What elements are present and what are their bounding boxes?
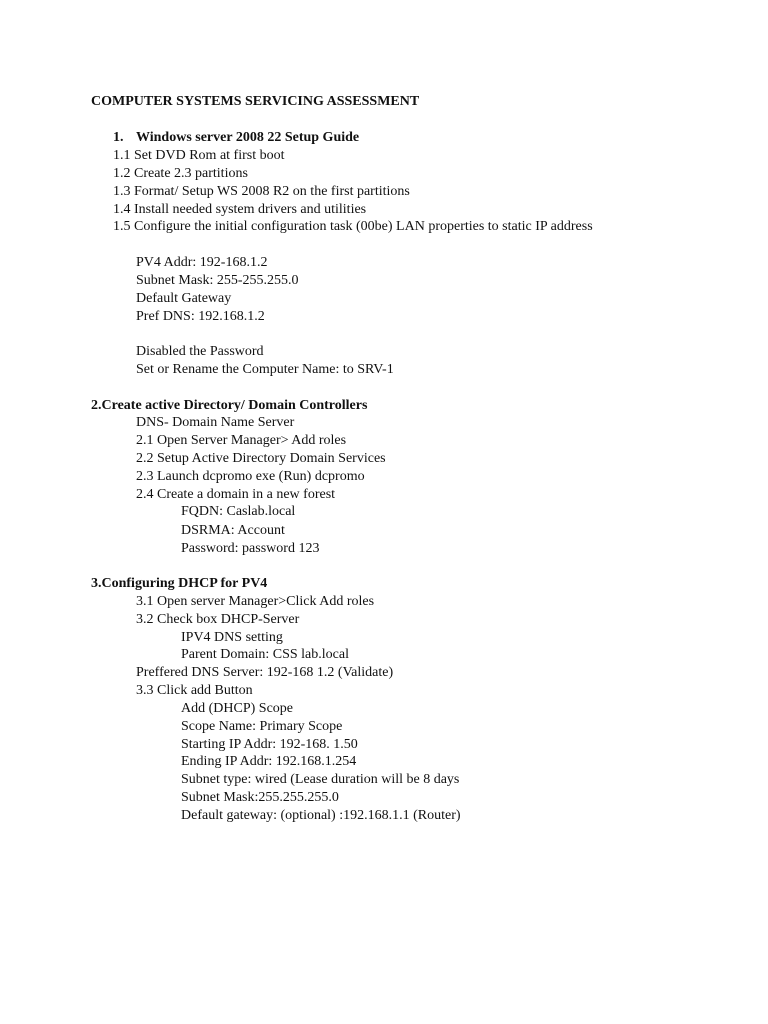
section1-step: 1.1 Set DVD Rom at first boot <box>113 148 285 163</box>
preferred-dns: Preffered DNS Server: 192-168 1.2 (Validate) <box>136 665 394 680</box>
section3-step: 3.1 Open server Manager>Click Add roles <box>136 594 375 609</box>
ip-setting: Pref DNS: 192.168.1.2 <box>136 309 265 324</box>
section3-detail: Parent Domain: CSS lab.local <box>181 647 349 662</box>
section2-detail: FQDN: Caslab.local <box>181 504 296 519</box>
section3-detail: Starting IP Addr: 192-168. 1.50 <box>181 737 358 752</box>
section1-number: 1. <box>113 130 124 145</box>
section3-step: 3.3 Click add Button <box>136 683 253 698</box>
ip-setting: Subnet Mask: 255-255.255.0 <box>136 273 299 288</box>
section3-detail: Ending IP Addr: 192.168.1.254 <box>181 754 357 769</box>
ip-setting: Default Gateway <box>136 291 232 306</box>
ip-setting: PV4 Addr: 192-168.1.2 <box>136 255 268 270</box>
section2-detail: DSRMA: Account <box>181 523 285 538</box>
section2-step: 2.2 Setup Active Directory Domain Services <box>136 451 386 466</box>
section1-extra: Disabled the Password <box>136 344 264 359</box>
section3-detail: Subnet type: wired (Lease duration will be 8 days <box>181 772 460 787</box>
section1-step: 1.3 Format/ Setup WS 2008 R2 on the first partitions <box>113 184 410 199</box>
section1-extra: Set or Rename the Computer Name: to SRV-1 <box>136 362 394 377</box>
section2-intro: DNS- Domain Name Server <box>136 415 295 430</box>
section3-heading: 3.Configuring DHCP for PV4 <box>91 576 268 591</box>
section3-detail: Scope Name: Primary Scope <box>181 719 343 734</box>
section1-heading: Windows server 2008 22 Setup Guide <box>136 130 360 145</box>
section1-step: 1.4 Install needed system drivers and utilities <box>113 202 367 217</box>
section1-step: 1.2 Create 2.3 partitions <box>113 166 248 181</box>
section3-detail: Subnet Mask:255.255.255.0 <box>181 790 339 805</box>
document-title: COMPUTER SYSTEMS SERVICING ASSESSMENT <box>91 94 420 109</box>
section2-step: 2.3 Launch dcpromo exe (Run) dcpromo <box>136 469 365 484</box>
section2-heading: 2.Create active Directory/ Domain Controllers <box>91 398 368 413</box>
section2-step: 2.1 Open Server Manager> Add roles <box>136 433 347 448</box>
section3-detail: Add (DHCP) Scope <box>181 701 293 716</box>
section1-step: 1.5 Configure the initial configuration task (00be) LAN properties to static IP address <box>113 219 593 234</box>
section2-detail: Password: password 123 <box>181 541 320 556</box>
section3-detail: Default gateway: (optional) :192.168.1.1 (Router) <box>181 808 461 823</box>
section3-step: 3.2 Check box DHCP-Server <box>136 612 300 627</box>
section2-step: 2.4 Create a domain in a new forest <box>136 487 336 502</box>
section3-detail: IPV4 DNS setting <box>181 630 283 645</box>
